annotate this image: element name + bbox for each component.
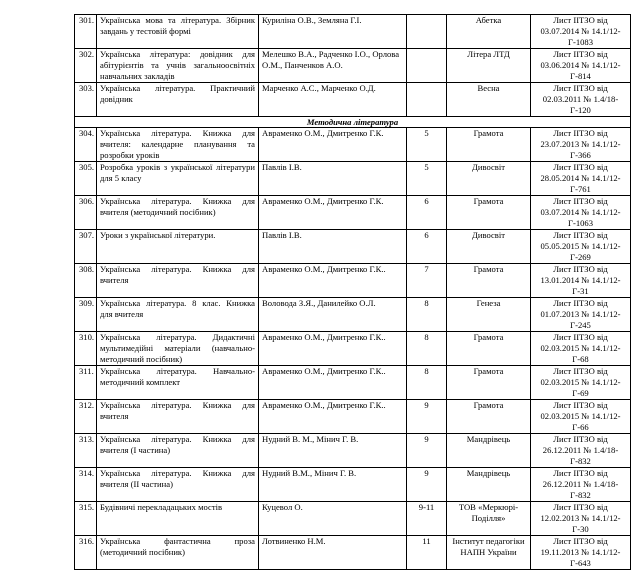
- row-number: 312.: [75, 400, 97, 434]
- approval-letter: Лист ІІТЗО від 03.07.2014 № 14.1/12-Г-1063: [531, 196, 631, 230]
- book-grade: [407, 83, 447, 117]
- table-row: [75, 15, 631, 49]
- section-header-row: [75, 117, 631, 128]
- book-title: Українська література. 8 клас. Книжка для вчителя: [97, 298, 259, 332]
- book-title: Українська фантастична проза (методичний посібник): [97, 536, 259, 570]
- table-body-top: [75, 15, 631, 128]
- row-number: 310.: [75, 332, 97, 366]
- book-authors: Куцевол О.: [259, 502, 407, 536]
- table-row: [75, 83, 631, 117]
- book-publisher: Грамота: [447, 128, 531, 162]
- approval-letter: Лист ІІТЗО від 28.05.2014 № 14.1/12-Г-761: [531, 162, 631, 196]
- approval-letter: Лист ІІТЗО від 01.07.2013 № 14.1/12-Г-245: [531, 298, 631, 332]
- book-grade: 9: [407, 434, 447, 468]
- book-title: Українська література. Навчально-методичний комплект: [97, 366, 259, 400]
- book-title: Уроки з української літератури.: [97, 230, 259, 264]
- book-authors: Павлів І.В.: [259, 230, 407, 264]
- approval-letter: Лист ІІТЗО від 02.03.2015 № 14.1/12-Г-66: [531, 400, 631, 434]
- table-row: [75, 298, 631, 332]
- approval-letter: Лист ІІТЗО від 05.05.2015 № 14.1/12-Г-269: [531, 230, 631, 264]
- table-row: [75, 468, 631, 502]
- book-authors: Куриліна О.В., Земляна Г.І.: [259, 15, 407, 49]
- book-grade: 8: [407, 366, 447, 400]
- book-title: Українська література: довідник для абітурієнтів та учнів загальноосвітніх навчальних закладів: [97, 49, 259, 83]
- book-publisher: Мандрівець: [447, 434, 531, 468]
- row-number: 314.: [75, 468, 97, 502]
- book-publisher: Грамота: [447, 400, 531, 434]
- book-authors: Мелешко В.А., Радченко І.О., Орлова О.М., Панченков А.О.: [259, 49, 407, 83]
- book-authors: Марченко А.С., Марченко О.Д.: [259, 83, 407, 117]
- book-title: Українська література. Практичний довідник: [97, 83, 259, 117]
- table-row: [75, 230, 631, 264]
- book-title: Українська література. Дидактичні мультимедійні матеріали (навчально-методичний посібник): [97, 332, 259, 366]
- section-title: Методична література: [75, 117, 631, 128]
- approval-letter: Лист ІІТЗО від 23.07.2013 № 14.1/12-Г-366: [531, 128, 631, 162]
- book-grade: [407, 49, 447, 83]
- book-grade: 6: [407, 230, 447, 264]
- approval-letter: Лист ІІТЗО від 13.01.2014 № 14.1/12-Г-31: [531, 264, 631, 298]
- book-authors: Нудний В. М., Мінич Г. В.: [259, 434, 407, 468]
- book-publisher: Літера ЛТД: [447, 49, 531, 83]
- book-title: Українська література. Книжка для вчителя (ІІ частина): [97, 468, 259, 502]
- row-number: 303.: [75, 83, 97, 117]
- book-publisher: Дивосвіт: [447, 230, 531, 264]
- row-number: 308.: [75, 264, 97, 298]
- row-number: 307.: [75, 230, 97, 264]
- table-row: [75, 264, 631, 298]
- book-grade: 7: [407, 264, 447, 298]
- book-authors: Авраменко О.М., Дмитренко Г.К..: [259, 264, 407, 298]
- table-row: [75, 502, 631, 536]
- book-publisher: Весна: [447, 83, 531, 117]
- book-authors: Лотвиненко Н.М.: [259, 536, 407, 570]
- book-publisher: Мандрівець: [447, 468, 531, 502]
- table-row: [75, 400, 631, 434]
- row-number: 305.: [75, 162, 97, 196]
- book-title: Українська література. Книжка для вчителя (методичний посібник): [97, 196, 259, 230]
- book-authors: Авраменко О.М., Дмитренко Г.К..: [259, 332, 407, 366]
- book-authors: Павлів І.В.: [259, 162, 407, 196]
- book-authors: Авраменко О.М., Дмитренко Г.К.: [259, 196, 407, 230]
- book-grade: 5: [407, 128, 447, 162]
- approval-letter: Лист ІІТЗО від 02.03.2011 № 1.4/18-Г-120: [531, 83, 631, 117]
- book-title: Українська література. Книжка для вчителя: [97, 264, 259, 298]
- table-row: [75, 128, 631, 162]
- row-number: 306.: [75, 196, 97, 230]
- table-row: [75, 366, 631, 400]
- approval-letter: Лист ІІТЗО від 02.03.2015 № 14.1/12-Г-68: [531, 332, 631, 366]
- row-number: 304.: [75, 128, 97, 162]
- book-authors: Авраменко О.М., Дмитренко Г.К.: [259, 128, 407, 162]
- book-publisher: Грамота: [447, 264, 531, 298]
- row-number: 316.: [75, 536, 97, 570]
- book-authors: Нудний В.М., Мінич Г. В.: [259, 468, 407, 502]
- book-grade: 9: [407, 468, 447, 502]
- table-row: [75, 536, 631, 570]
- book-publisher: Грамота: [447, 366, 531, 400]
- book-grade: 6: [407, 196, 447, 230]
- book-grade: [407, 15, 447, 49]
- book-publisher: Грамота: [447, 332, 531, 366]
- book-title: Українська література. Книжка для вчителя: календарне планування та розробки уроків: [97, 128, 259, 162]
- book-title: Українська література. Книжка для вчителя (І частина): [97, 434, 259, 468]
- book-grade: 9: [407, 400, 447, 434]
- book-authors: Авраменко О.М., Дмитренко Г.К..: [259, 400, 407, 434]
- row-number: 315.: [75, 502, 97, 536]
- table-row: [75, 49, 631, 83]
- book-grade: 8: [407, 298, 447, 332]
- book-grade: 5: [407, 162, 447, 196]
- book-grade: 8: [407, 332, 447, 366]
- row-number: 311.: [75, 366, 97, 400]
- approval-letter: Лист ІІТЗО від 03.07.2014 № 14.1/12-Г-1083: [531, 15, 631, 49]
- book-authors: Авраменко О.М., Дмитренко Г.К..: [259, 366, 407, 400]
- book-publisher: Інститут педагогіки НАПН України: [447, 536, 531, 570]
- book-grade: 11: [407, 536, 447, 570]
- document-page: [74, 14, 630, 570]
- approval-letter: Лист ІІТЗО від 19.11.2013 № 14.1/12-Г-643: [531, 536, 631, 570]
- book-publisher: Дивосвіт: [447, 162, 531, 196]
- book-title: Українська література. Книжка для вчителя: [97, 400, 259, 434]
- row-number: 313.: [75, 434, 97, 468]
- book-authors: Воловода З.Я., Данилейко О.Л.: [259, 298, 407, 332]
- row-number: 302.: [75, 49, 97, 83]
- book-grade: 9-11: [407, 502, 447, 536]
- row-number: 301.: [75, 15, 97, 49]
- literature-table: [74, 14, 631, 570]
- book-title: Будівничі перекладацьких мостів: [97, 502, 259, 536]
- book-title: Українська мова та література. Збірник завдань у тестовій формі: [97, 15, 259, 49]
- table-row: [75, 196, 631, 230]
- book-title: Розробка уроків з української літератури для 5 класу: [97, 162, 259, 196]
- approval-letter: Лист ІІТЗО від 02.03.2015 № 14.1/12-Г-69: [531, 366, 631, 400]
- approval-letter: Лист ІІТЗО від 26.12.2011 № 1.4/18-Г-832: [531, 468, 631, 502]
- table-row: [75, 332, 631, 366]
- row-number: 309.: [75, 298, 97, 332]
- book-publisher: Грамота: [447, 196, 531, 230]
- book-publisher: ТОВ «Меркюрі-Поділля»: [447, 502, 531, 536]
- table-row: [75, 162, 631, 196]
- approval-letter: Лист ІІТЗО від 26.12.2011 № 1.4/18-Г-832: [531, 434, 631, 468]
- book-publisher: Генеза: [447, 298, 531, 332]
- table-row: [75, 434, 631, 468]
- book-publisher: Абетка: [447, 15, 531, 49]
- approval-letter: Лист ІІТЗО від 12.02.2013 № 14.1/12-Г-30: [531, 502, 631, 536]
- table-body-methodical: [75, 128, 631, 570]
- approval-letter: Лист ІІТЗО від 03.06.2014 № 14.1/12-Г-814: [531, 49, 631, 83]
